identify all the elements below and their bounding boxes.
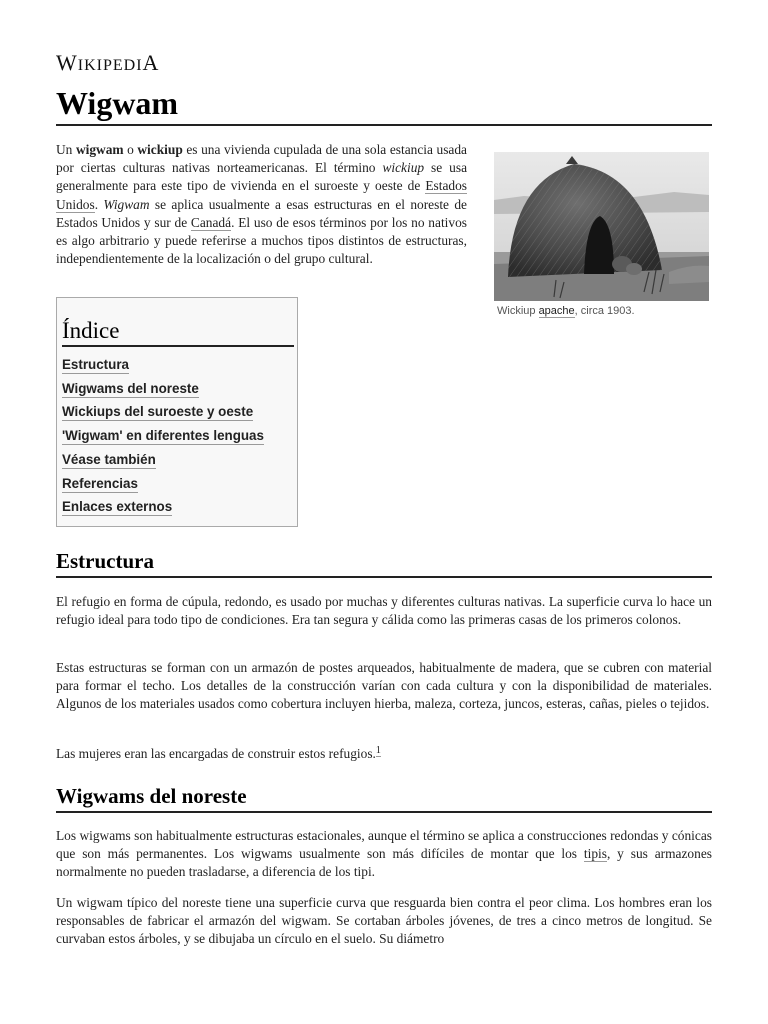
wickiup-photo[interactable] (494, 152, 709, 301)
toc-item-vease-tambien[interactable]: Véase también (62, 451, 156, 467)
paragraph: Un wigwam típico del noreste tiene una superficie curva que resguarda bien contra el peor clima. Los hombres eran los responsables de fabricar el armazón del wigwam. Se cortaban árboles jóvenes, de tres a cinco metros de longitud. Se curvaban estos árboles, y se dibujaba un círculo en el suelo. Su diámetro (56, 895, 712, 947)
wordmark-letter: A (142, 50, 160, 75)
italic-term: Wigwam (103, 196, 150, 212)
toc-item-wickiups-suroeste[interactable]: Wickiups del suroeste y oeste (62, 404, 254, 420)
paragraph: El refugio en forma de cúpula, redondo, es usado por muchas y diferentes culturas nativas. La superficie curva lo hace un refugio ideal para todo tipo de condiciones. Era tan segura y cálida como las primeras casas de los primeros colonos. (56, 594, 712, 628)
reference-link[interactable]: 1 (375, 744, 381, 756)
paragraph: Estas estructuras se forman con un armazón de postes arqueados, habitualmente de madera, que se cubren con material para formar el techo. Los detalles de la construcción varían con cada cultura y con la disponibilidad de materiales. Algunos de los materiales usados como cobertura incluyen hierba, maleza, corteza, juncos, esteras, cañas, pieles o tejidos. (56, 660, 712, 712)
toc-item-wigwam-lenguas[interactable]: 'Wigwam' en diferentes lenguas (62, 428, 264, 444)
article-figure (494, 152, 709, 317)
wordmark-smallcaps: IKIPEDI (77, 57, 143, 74)
wikipedia-wordmark[interactable] (56, 50, 159, 76)
toc-title: Índice (62, 318, 294, 347)
paragraph: Las mujeres eran las encargadas de construir estos refugios.$^1$ (56, 744, 381, 761)
link-canada[interactable]: Canadá (190, 214, 232, 230)
italic-term: wickiup (382, 160, 425, 176)
lead-paragraph: Un wigwam o wickiup es una vivienda cupulada de una sola estancia usada por ciertas culturas nativas norteamericanas. El término wickiup se usa generalmente para este tipo de vivienda en el suroeste y oeste de Estados Unidos. Wigwam se aplica usualmente a esas estructuras en el noreste de Estados Unidos y sur de Canadá. El uso de esos términos por los no nativos es algo arbitrario y puede referirse a muchos tipos distintos de estructuras, independientemente de la localización o del grupo cultural. (56, 142, 468, 267)
table-of-contents (56, 297, 298, 527)
link-tipis[interactable]: tipis (583, 846, 607, 862)
toc-item-referencias[interactable]: Referencias (62, 475, 138, 491)
link-apache[interactable]: apache (538, 305, 575, 317)
toc-item-enlaces-externos[interactable]: Enlaces externos (62, 499, 173, 515)
link-estados-unidos[interactable]: Estados Unidos (56, 178, 467, 212)
figure-caption: Wickiup apache, circa 1903. (497, 305, 635, 317)
bold-term: wigwam (75, 142, 124, 157)
bold-term: wickiup (137, 142, 183, 157)
section-heading-estructura: Estructura (56, 548, 712, 578)
paragraph: Los wigwams son habitualmente estructuras estacionales, aunque el término se aplica a construcciones redondas y cónicas que son más permanentes. Los wigwams usualmente son más difíciles de montar que los tipis, y sus armazones normalmente no pueden trasladarse, a diferencia de los tipi. (56, 828, 712, 880)
wordmark-letter: W (56, 50, 78, 75)
section-heading-wigwams-noreste: Wigwams del noreste (56, 783, 712, 813)
toc-item-wigwams-noreste[interactable]: Wigwams del noreste (62, 380, 199, 396)
toc-item-estructura[interactable]: Estructura (62, 357, 129, 372)
page-title: Wigwam (56, 84, 712, 126)
